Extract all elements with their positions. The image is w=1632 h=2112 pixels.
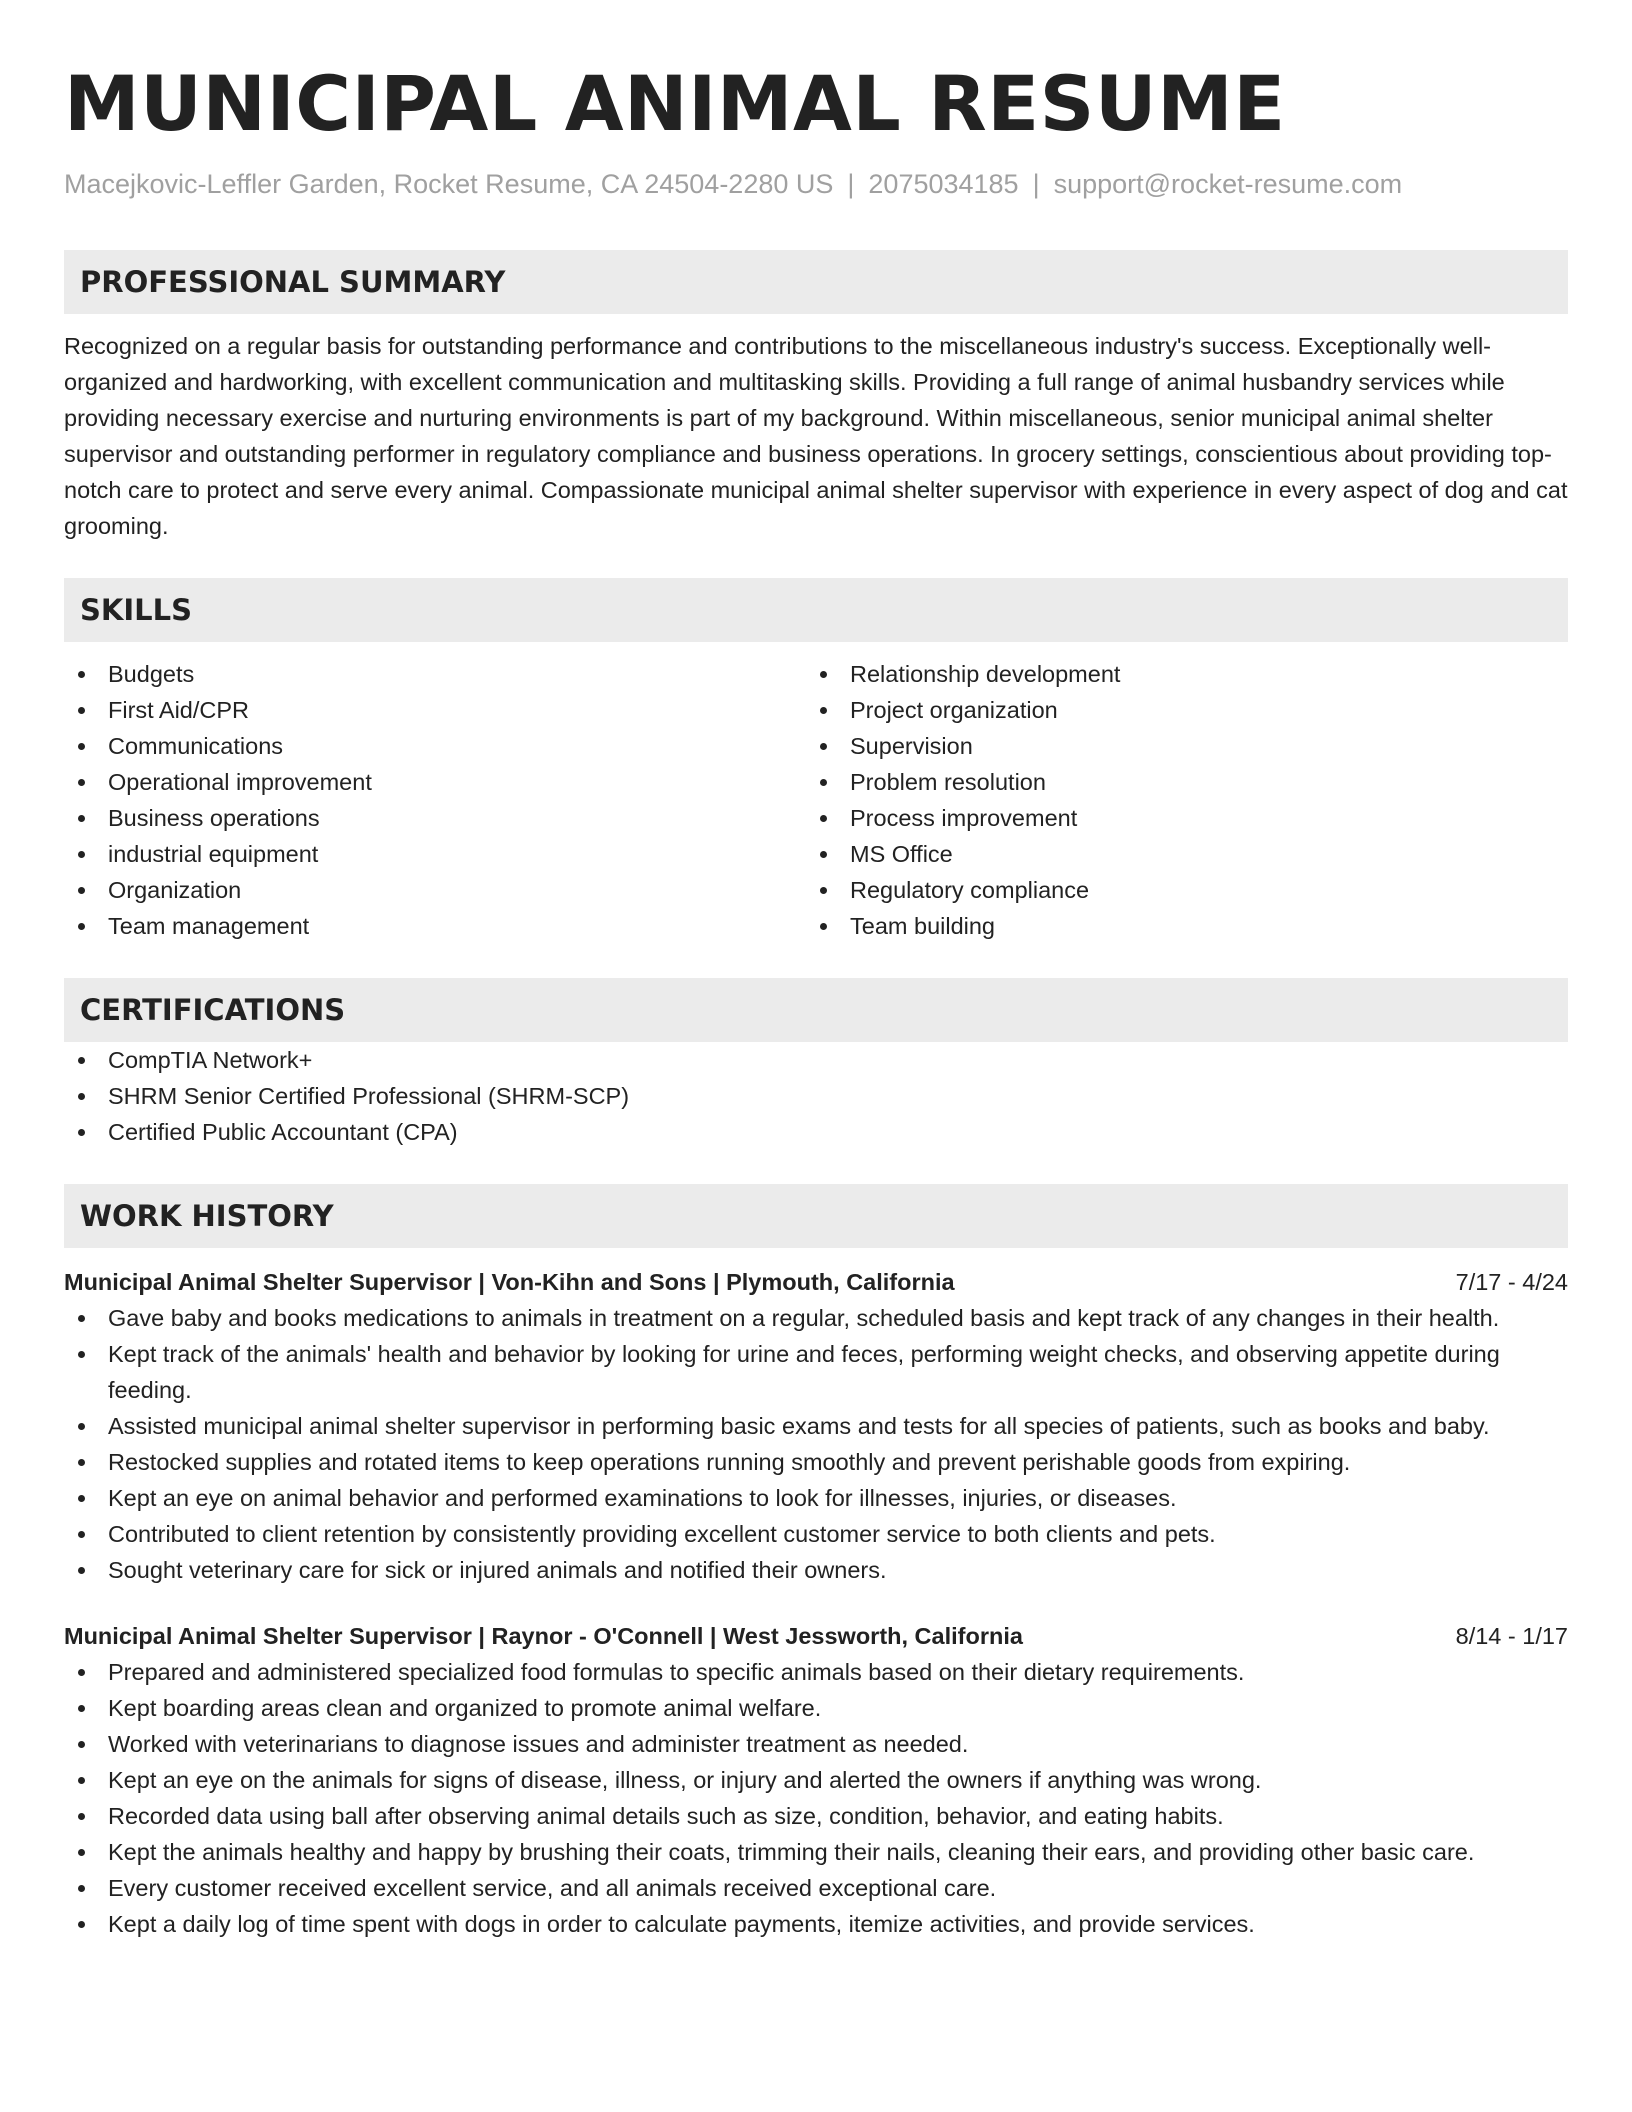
skill-item: Communications bbox=[64, 728, 806, 764]
skill-item: Project organization bbox=[806, 692, 1548, 728]
skill-item: First Aid/CPR bbox=[64, 692, 806, 728]
contact-address: Macejkovic-Leffler Garden, Rocket Resume, CA 24504-2280 US bbox=[64, 169, 834, 199]
contact-phone: 2075034185 bbox=[868, 169, 1019, 199]
job-bullet: Kept an eye on the animals for signs of disease, illness, or injury and alerted the owners if anything was wrong. bbox=[64, 1762, 1568, 1798]
summary-section-header: PROFESSIONAL SUMMARY bbox=[64, 250, 1568, 314]
job-bullet: Contributed to client retention by consistently providing excellent customer service to both clients and pets. bbox=[64, 1516, 1568, 1552]
contact-separator: | bbox=[1032, 169, 1040, 199]
job-dates: 7/17 - 4/24 bbox=[1455, 1269, 1568, 1295]
job-bullet-list bbox=[64, 1654, 1568, 1942]
skills-section-header: SKILLS bbox=[64, 578, 1568, 642]
job-bullet: Kept track of the animals' health and behavior by looking for urine and feces, performing weight checks, and observing appetite during feeding. bbox=[64, 1336, 1568, 1408]
contact-separator: | bbox=[847, 169, 855, 199]
skill-item: Supervision bbox=[806, 728, 1548, 764]
job-bullet: Kept an eye on animal behavior and performed examinations to look for illnesses, injuries, or diseases. bbox=[64, 1480, 1568, 1516]
work-history-section-header: WORK HISTORY bbox=[64, 1184, 1568, 1248]
skill-item: Regulatory compliance bbox=[806, 872, 1548, 908]
job-dates: 8/14 - 1/17 bbox=[1455, 1623, 1568, 1649]
certification-item: SHRM Senior Certified Professional (SHRM-SCP) bbox=[64, 1078, 1568, 1114]
summary-text: Recognized on a regular basis for outstanding performance and contributions to the miscellaneous industry's success. Exceptionally well-organized and hardworking, with excellent communication and multitasking skills. Providing a full range of animal husbandry services while providing necessary exercise and nurturing environments is part of my background. Within miscellaneous, senior municipal animal shelter supervisor and outstanding performer in regulatory compliance and business operations. In grocery settings, conscientious about providing top-notch care to protect and serve every animal. Compassionate municipal animal shelter supervisor with experience in every aspect of dog and cat grooming. bbox=[64, 333, 1568, 539]
job-bullet: Kept a daily log of time spent with dogs in order to calculate payments, itemize activities, and provide services. bbox=[64, 1906, 1568, 1942]
skill-item: Process improvement bbox=[806, 800, 1548, 836]
job-heading: Municipal Animal Shelter Supervisor | Raynor - O'Connell | West Jessworth, California bbox=[64, 1623, 1023, 1649]
job-bullet: Worked with veterinarians to diagnose issues and administer treatment as needed. bbox=[64, 1726, 1568, 1762]
certification-item: Certified Public Accountant (CPA) bbox=[64, 1114, 1568, 1150]
job-heading: Municipal Animal Shelter Supervisor | Von-Kihn and Sons | Plymouth, California bbox=[64, 1269, 955, 1295]
skill-item: Team building bbox=[806, 908, 1548, 944]
job-bullet: Kept the animals healthy and happy by brushing their coats, trimming their nails, cleaning their ears, and providing other basic care. bbox=[64, 1834, 1568, 1870]
certification-item: CompTIA Network+ bbox=[64, 1042, 1568, 1078]
skills-list-left bbox=[64, 656, 806, 944]
job-bullet-list bbox=[64, 1300, 1568, 1588]
skill-item: Operational improvement bbox=[64, 764, 806, 800]
skills-grid bbox=[64, 656, 1568, 944]
job-bullet: Gave baby and books medications to animals in treatment on a regular, scheduled basis and kept track of any changes in their health. bbox=[64, 1300, 1568, 1336]
job-bullet: Kept boarding areas clean and organized to promote animal welfare. bbox=[64, 1690, 1568, 1726]
skill-item: MS Office bbox=[806, 836, 1548, 872]
skill-item: Problem resolution bbox=[806, 764, 1548, 800]
contact-line bbox=[64, 166, 1568, 202]
skill-item: industrial equipment bbox=[64, 836, 806, 872]
job-bullet: Restocked supplies and rotated items to keep operations running smoothly and prevent perishable goods from expiring. bbox=[64, 1444, 1568, 1480]
job-bullet: Recorded data using ball after observing animal details such as size, condition, behavior, and eating habits. bbox=[64, 1798, 1568, 1834]
skill-item: Budgets bbox=[64, 656, 806, 692]
job-bullet: Sought veterinary care for sick or injured animals and notified their owners. bbox=[64, 1552, 1568, 1588]
certifications-list bbox=[64, 1042, 1568, 1150]
skill-item: Business operations bbox=[64, 800, 806, 836]
skill-item: Organization bbox=[64, 872, 806, 908]
resume-page bbox=[64, 56, 1568, 1942]
contact-email: support@rocket-resume.com bbox=[1053, 169, 1403, 199]
resume-name: MUNICIPAL ANIMAL RESUME bbox=[64, 59, 1286, 148]
job-bullet: Every customer received excellent service, and all animals received exceptional care. bbox=[64, 1870, 1568, 1906]
skill-item: Team management bbox=[64, 908, 806, 944]
skills-list-right bbox=[806, 656, 1548, 944]
job-heading-row bbox=[64, 1618, 1568, 1654]
job-bullet: Prepared and administered specialized food formulas to specific animals based on their dietary requirements. bbox=[64, 1654, 1568, 1690]
job-bullet: Assisted municipal animal shelter supervisor in performing basic exams and tests for all species of patients, such as books and baby. bbox=[64, 1408, 1568, 1444]
skill-item: Relationship development bbox=[806, 656, 1548, 692]
certifications-section-header: CERTIFICATIONS bbox=[64, 978, 1568, 1042]
job-heading-row bbox=[64, 1264, 1568, 1300]
